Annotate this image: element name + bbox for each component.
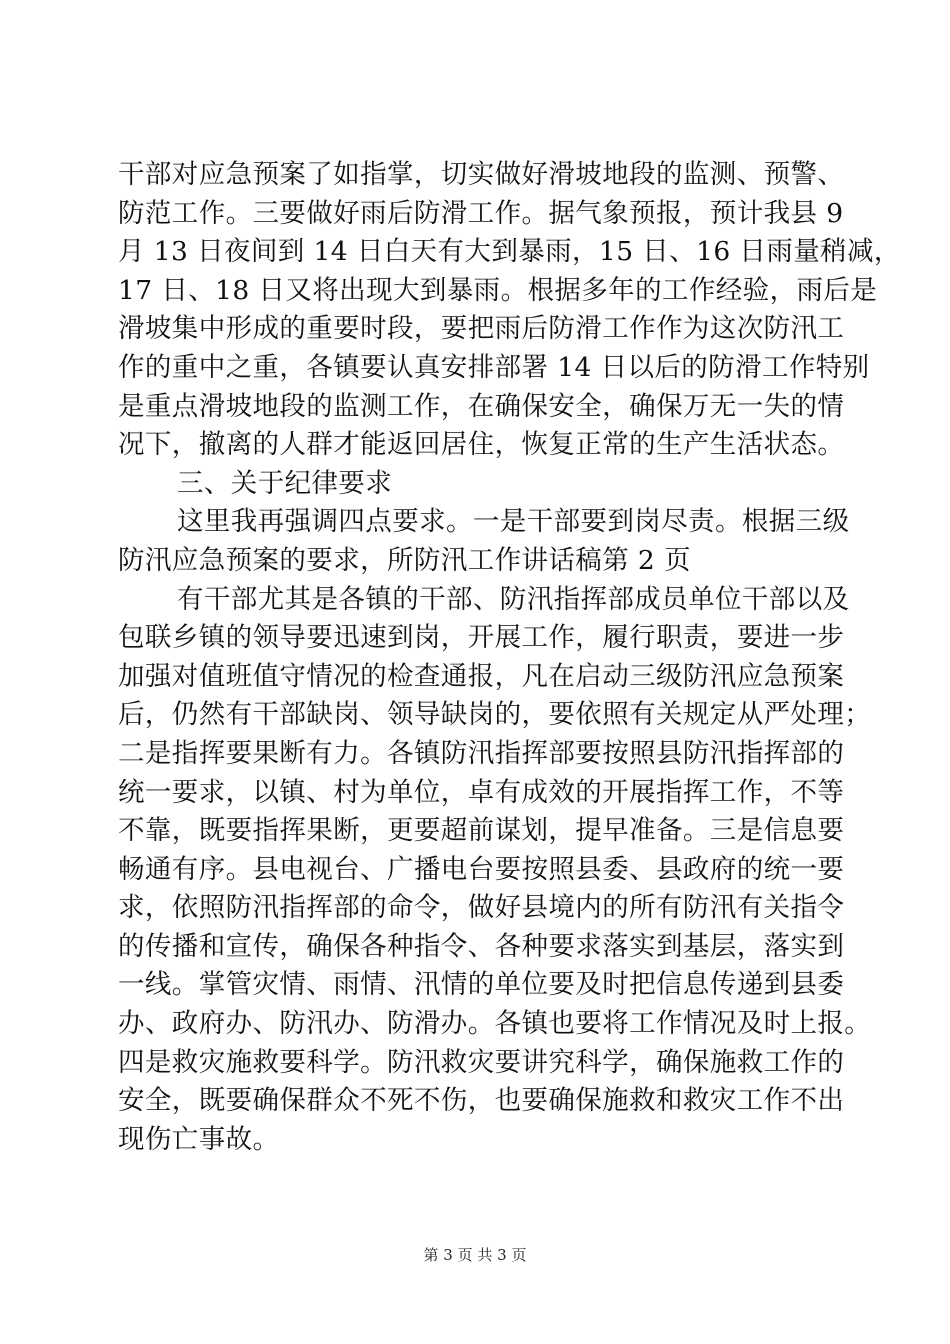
text-line: 有干部尤其是各镇的干部、防汛指挥部成员单位干部以及 (177, 583, 850, 615)
text-line: 月 13 日夜间到 14 日白天有大到暴雨，15 日、16 日雨量稍减， (118, 236, 901, 268)
text-line: 二是指挥要果断有力。各镇防汛指挥部要按照县防汛指挥部的 (118, 737, 845, 769)
text-line: 这里我再强调四点要求。一是干部要到岗尽责。根据三级 (177, 506, 850, 538)
text-line: 后，仍然有干部缺岗、领导缺岗的，要依照有关规定从严处理； (118, 699, 872, 731)
text-line: 防汛应急预案的要求，所防汛工作讲话稿第 2 页 (118, 544, 691, 576)
text-line: 安全，既要确保群众不死不伤，也要确保施救和救灾工作不出 (118, 1085, 845, 1117)
text-line: 的传播和宣传，确保各种指令、各种要求落实到基层，落实到 (118, 930, 845, 962)
text-line: 一线。掌管灾情、雨情、汛情的单位要及时把信息传递到县委 (118, 969, 845, 1001)
text-line: 四是救灾施救要科学。防汛救灾要讲究科学，确保施救工作的 (118, 1046, 845, 1078)
text-line: 包联乡镇的领导要迅速到岗，开展工作，履行职责，要进一步 (118, 622, 845, 654)
text-line: 求，依照防汛指挥部的命令，做好县境内的所有防汛有关指令 (118, 892, 845, 924)
text-line: 现伤亡事故。 (118, 1123, 280, 1155)
text-line: 况下，撤离的人群才能返回居住，恢复正常的生产生活状态。 (118, 429, 845, 461)
text-line: 作的重中之重，各镇要认真安排部署 14 日以后的防滑工作特别 (118, 351, 870, 383)
page-number-footer: 第 3 页 共 3 页 (423, 1246, 527, 1264)
text-line: 防范工作。三要做好雨后防滑工作。据气象预报，预计我县 9 (118, 197, 844, 229)
text-line: 滑坡集中形成的重要时段，要把雨后防滑工作作为这次防汛工 (118, 313, 845, 345)
text-line: 是重点滑坡地段的监测工作，在确保安全，确保万无一失的情 (118, 390, 845, 422)
text-line: 干部对应急预案了如指掌，切实做好滑坡地段的监测、预警、 (118, 159, 845, 190)
text-line: 统一要求，以镇、村为单位，卓有成效的开展指挥工作，不等 (118, 776, 845, 808)
text-line: 办、政府办、防汛办、防滑办。各镇也要将工作情况及时上报。 (118, 1008, 872, 1040)
text-line: 17 日、18 日又将出现大到暴雨。根据多年的工作经验，雨后是 (118, 274, 878, 306)
text-line: 畅通有序。县电视台、广播电台要按照县委、县政府的统一要 (118, 853, 845, 885)
text-line: 加强对值班值守情况的检查通报，凡在启动三级防汛应急预案 (118, 660, 845, 692)
document-body (118, 156, 901, 1159)
section-heading: 三、关于纪律要求 (177, 467, 393, 499)
text-line: 不靠，既要指挥果断，更要超前谋划，提早准备。三是信息要 (118, 815, 845, 847)
